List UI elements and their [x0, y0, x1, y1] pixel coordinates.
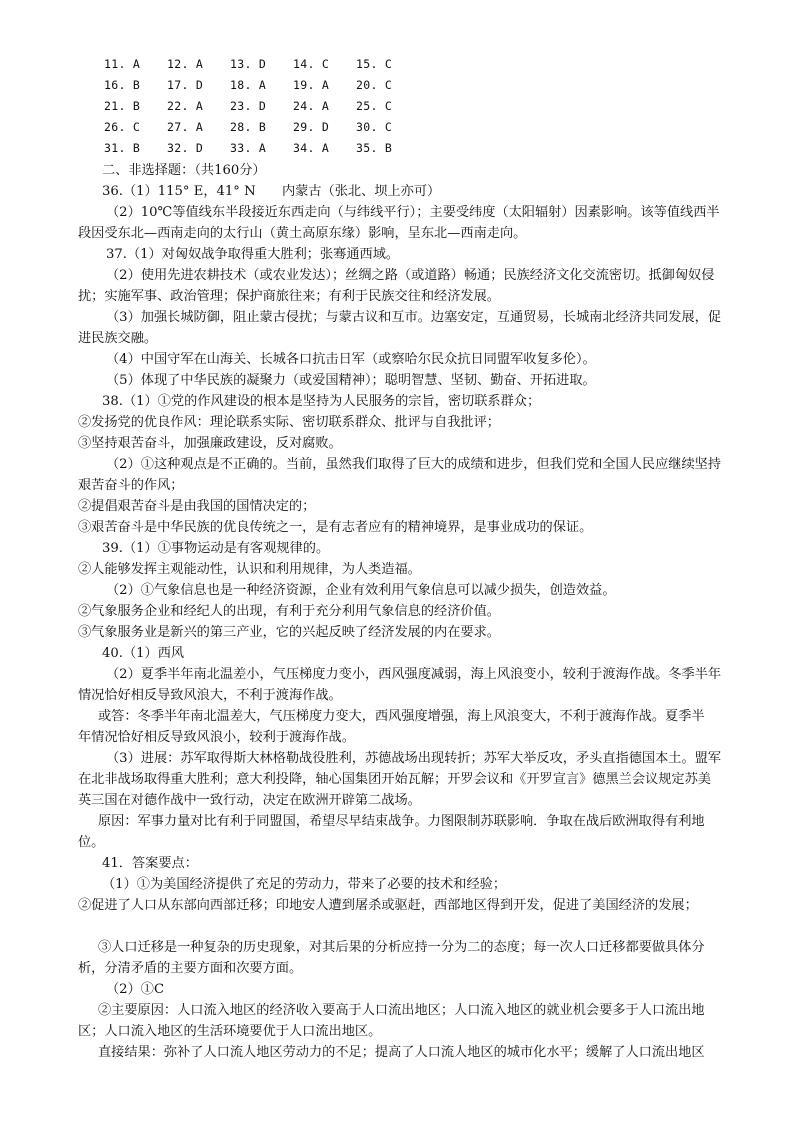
answer-cell: 29. D — [293, 120, 330, 134]
answer-cell: 35. B — [356, 141, 393, 155]
answer-line: 40.（1）西风 — [102, 646, 185, 661]
answer-line: 区；人口流入地区的生活环境要优于人口流出地区。 — [78, 1024, 382, 1039]
answer-cell: 20. C — [356, 78, 393, 92]
answer-line: （2）①这种观点是不正确的。当前，虽然我们取得了巨大的成绩和进步，但我们党和全国人民应继续坚持 — [106, 457, 722, 472]
multiple-choice-answers — [104, 54, 419, 159]
section-heading: 二、非选择题：（共160分） — [102, 163, 266, 178]
answer-line: 进民族交融。 — [78, 331, 158, 346]
answer-line: （2）10℃等值线东半段接近东西走向（与纬线平行）；主要受纬度（太阳辐射）因素影响。该等值线西半 — [106, 205, 720, 220]
answer-cell: 21. B — [104, 99, 141, 113]
answer-cell: 26. C — [104, 120, 141, 134]
answer-cell: 17. D — [167, 78, 204, 92]
answer-cell: 12. A — [167, 57, 204, 71]
answer-line: 原因：军事力量对比有利于同盟国，希望尽早结束战争。力图限制苏联影响．争取在战后欧洲取得有利地 — [98, 814, 705, 829]
answer-line: （5）体现了中华民族的凝聚力（或爱国精神）；聪明智慧、坚韧、勤奋、开拓进取。 — [106, 373, 596, 388]
answer-text-body — [78, 160, 758, 1063]
answer-row — [104, 54, 419, 75]
answer-line: 英三国在对德作战中一致行动，决定在欧洲开辟第二战场。 — [78, 793, 421, 808]
answer-line: 段因受东北—西南走向的太行山（黄土高原东缘）影响，呈东北—西南走向。 — [78, 226, 527, 241]
answer-line: ③气象服务业是新兴的第三产业，它的兴起反映了经济发展的内在要求。 — [78, 625, 500, 640]
answer-line: （2）使用先进农耕技术（或农业发达）；丝绸之路（或道路）畅通；民族经济文化交流密切。抵御匈奴侵 — [106, 268, 715, 283]
answer-line: ②人能够发挥主观能动性，认识和利用规律，为人类造福。 — [78, 562, 421, 577]
answer-line: 析，分清矛盾的主要方面和次要方面。 — [78, 961, 303, 976]
answer-line: （4）中国守军在山海关、长城各口抗击日军（或察哈尔民众抗日同盟军收复多伦）。 — [106, 352, 596, 367]
answer-line: ②促进了人口从东部向西部迁移；印地安人遭到屠杀或驱赶，西部地区得到开发，促进了美国经济的发展； — [78, 898, 698, 913]
answer-cell: 11. A — [104, 57, 141, 71]
answer-cell: 23. D — [230, 99, 267, 113]
answer-cell: 24. A — [293, 99, 330, 113]
answer-line: ②提倡艰苦奋斗是由我国的国情决定的； — [78, 499, 316, 514]
answer-line: 年情况恰好相反导致风浪小，较利于渡海作战。 — [78, 730, 355, 745]
answer-cell: 34. A — [293, 141, 330, 155]
answer-cell: 33. A — [230, 141, 267, 155]
answer-line: 直接结果：弥补了人口流人地区劳动力的不足；提高了人口流人地区的城市化水平；缓解了人口流出地区 — [98, 1045, 705, 1060]
answer-line: 38.（1）①党的作风建设的根本是坚持为人民服务的宗旨，密切联系群众； — [102, 394, 541, 409]
answer-line: （3）加强长城防御，阻止蒙古侵扰；与蒙古议和互市。边塞安定，互通贸易，长城南北经济共同发展，促 — [106, 310, 722, 325]
answer-line: 或答：冬季半年南北温差大，气压梯度力变大，西风强度增强，海上风浪变大，不利于渡海作战。夏季半 — [98, 709, 705, 724]
answer-line: ③人口迁移是一种复杂的历史现象，对其后果的分析应持一分为二的态度；每一次人口迁移都要做具体分 — [98, 940, 705, 955]
answer-cell: 30. C — [356, 120, 393, 134]
answer-line: （3）进展：苏军取得斯大林格勒战役胜利，苏德战场出现转折；苏军大举反攻，矛头直指德国本土。盟军 — [106, 751, 722, 766]
answer-cell: 19. A — [293, 78, 330, 92]
answer-line: （2）①气象信息也是一种经济资源，企业有效利用气象信息可以减少损失，创造效益。 — [106, 583, 616, 598]
answer-cell: 13. D — [230, 57, 267, 71]
answer-row — [104, 96, 419, 117]
answer-line: ②发扬党的优良作风：理论联系实际、密切联系群众、批评与自我批评； — [78, 415, 500, 430]
answer-cell: 28. B — [230, 120, 267, 134]
answer-row — [104, 138, 419, 159]
answer-cell: 31. B — [104, 141, 141, 155]
answer-row — [104, 117, 419, 138]
answer-line: 情况恰好相反导致风浪大，不利于渡海作战。 — [78, 688, 342, 703]
answer-line: 在北非战场取得重大胜利；意大利投降，轴心国集团开始瓦解；开罗会议和《开罗宣言》德黑兰会议规定苏美 — [78, 772, 711, 787]
answer-line: （1）①为美国经济提供了充足的劳动力，带来了必要的技术和经验； — [102, 877, 507, 892]
answer-line: 36.（1）115° E，41° N 内蒙古（张北、坝上亦可） — [102, 184, 441, 199]
answer-cell: 32. D — [167, 141, 204, 155]
answer-line: ③坚持艰苦奋斗，加强廉政建设，反对腐败。 — [78, 436, 342, 451]
blank-gap — [78, 916, 758, 937]
answer-cell: 18. A — [230, 78, 267, 92]
answer-line: 扰；实施军事、政治管理；保护商旅往来；有利于民族交往和经济发展。 — [78, 289, 500, 304]
answer-cell: 25. C — [356, 99, 393, 113]
answer-line: ②气象服务企业和经纪人的出现，有利于充分利用气象信息的经济价值。 — [78, 604, 500, 619]
answer-cell: 14. C — [293, 57, 330, 71]
answer-line: （2）夏季半年南北温差小，气压梯度力变小，西风强度减弱，海上风浪变小，较利于渡海作战。冬季半年 — [106, 667, 722, 682]
answer-line: ③艰苦奋斗是中华民族的优良传统之一，是有志者应有的精神境界，是事业成功的保证。 — [78, 520, 593, 535]
answer-cell: 15. C — [356, 57, 393, 71]
answer-line: 39.（1）①事物运动是有客观规律的。 — [102, 541, 330, 556]
answer-cell: 16. B — [104, 78, 141, 92]
answer-line: 艰苦奋斗的作风； — [78, 478, 184, 493]
answer-line: 37.（1）对匈奴战争取得重大胜利；张骞通西域。 — [106, 247, 400, 262]
answer-line: （2）①C — [106, 982, 165, 997]
answer-line: 位。 — [78, 835, 105, 850]
answer-cell: 22. A — [167, 99, 204, 113]
answer-cell: 27. A — [167, 120, 204, 134]
answer-row — [104, 75, 419, 96]
answer-line: ②主要原因：人口流入地区的经济收入要高于人口流出地区；人口流入地区的就业机会要多于人口流出地 — [98, 1003, 705, 1018]
answer-line: 41．答案要点： — [102, 856, 198, 871]
